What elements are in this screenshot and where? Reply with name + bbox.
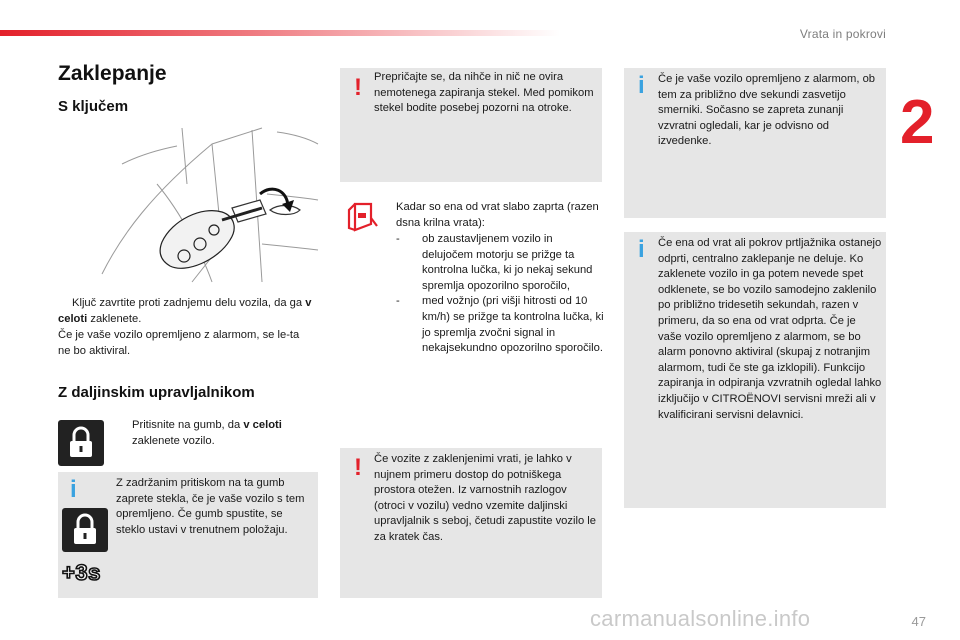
page-number: 47: [911, 614, 926, 629]
info-box-central-locking: [624, 232, 886, 508]
key-note: Če je vaše vozilo opremljeno z alarmom, se le-ta ne bo aktiviral.: [58, 329, 300, 357]
info-alarm-text: Če je vaše vozilo opremljeno z alarmom, ob tem za približno dve sekundi zasvetijo smerniki. Sočasno se zapreta zunanji vzvratni ogledali, kar je odvisno od izvedenke.: [658, 73, 876, 148]
warning-box-locked-doors: [340, 448, 602, 598]
warning-box-windows: [340, 68, 602, 182]
remote-bullet: [118, 418, 318, 449]
door-list-item-text: med vožnjo (pri višji hitrosti od 10 km/h) se prižge ta kontrolna lučka, ki jo spremlja zvočni signal in nekajsekundno opozorilno sporočilo.: [422, 295, 604, 355]
door-list-item-text: ob zaustavljenem vozilo in delujočem motorju se prižge ta kontrolna lučka, ki jo nekaj sekund spremlja opozorilno sporočilo,: [422, 233, 593, 292]
door-list-item: [396, 232, 606, 294]
remote-bullet-text-a: Pritisnite na gumb, da: [132, 419, 241, 431]
lock-button-icon: [62, 508, 108, 552]
door-intro: Kadar so ena od vrat slabo zaprta (razen dsna krilna vrata):: [396, 201, 599, 229]
info-icon: i: [70, 476, 77, 503]
lock-button-icon: [58, 420, 104, 466]
door-list: [396, 232, 606, 357]
watermark: carmanualsonline.info: [590, 606, 811, 631]
subtitle-remote: Z daljinskim upravljalnikom: [58, 384, 255, 401]
warning-icon: !: [354, 454, 362, 481]
info-box-windows: [58, 472, 318, 598]
plus-3s-label: +3s: [62, 560, 101, 585]
key-bullet: [58, 296, 320, 327]
key-door-illustration: [62, 124, 320, 284]
door-list-item: [396, 294, 606, 356]
chapter-number: 2: [900, 88, 935, 157]
dash-marker: -: [396, 233, 400, 245]
remote-bullet-bold: v celoti: [243, 419, 282, 431]
dash-marker: -: [396, 295, 400, 308]
subtitle-key: S ključem: [58, 98, 129, 115]
remote-bullet-text-b: zaklenete vozilo.: [132, 434, 215, 447]
warning-windows-text: Prepričajte se, da nihče in nič ne ovira nemotenega zapiranja stekel. Med pomikom stekel bodite posebej pozorni na otroke.: [374, 71, 594, 115]
info-windows-text: Z zadržanim pritiskom na ta gumb zaprete stekla, če je vaše vozilo s tem opremljeno. Če gumb spustite, se steklo ustavi v trenutnem položaju.: [116, 477, 305, 536]
info-icon: i: [638, 72, 645, 99]
info-box-alarm: [624, 68, 886, 218]
warning-icon: !: [354, 74, 362, 101]
key-in-lock-image: [62, 124, 320, 284]
warning-locked-text: Če vozite z zaklenjenimi vrati, je lahko v nujnem primeru dostop do potniškega prostora otežen. Iz varnostnih razlogov (otroci v vozilu) vedno vzemite daljinski upravljalnik s seboj, četudi zapustite vozilo le za kratek čas.: [374, 453, 597, 543]
section-title: Vrata in pokrovi: [799, 27, 886, 41]
info-central-locking-text: Če ena od vrat ali pokrov prtljažnika ostanejo odprti, centralno zaklepanje ne deluje. Ko zaklenete vozilo in ga potem nevede spet odklenete, se bo vozilo samodejno zaklenilo po približno tridesetih sekundah, razen v primeru, da so ena od vrat odprta. Če je vaše vozilo opremljeno z alarmom, se bo alarm ponovno aktiviral (skupaj z notranjim alarmom, tudi če ste ga izklopili). Funkcijo zapiranja in odpiranja vzvratnih ogledal lahko izključijo v CITROËNOVI servisni mreži ali v kvalificirani servisni delavnici.: [658, 237, 882, 421]
door-open-lamp-icon: [346, 200, 380, 236]
info-icon: i: [638, 236, 645, 263]
page-title: Zaklepanje: [58, 62, 167, 85]
key-bullet-text-b: zaklenete.: [90, 312, 142, 325]
key-bullet-bold: v celoti: [58, 297, 312, 325]
header-red-bar: [0, 30, 560, 36]
key-bullet-text-a: Ključ zavrtite proti zadnjemu delu vozila, da ga: [72, 297, 303, 309]
